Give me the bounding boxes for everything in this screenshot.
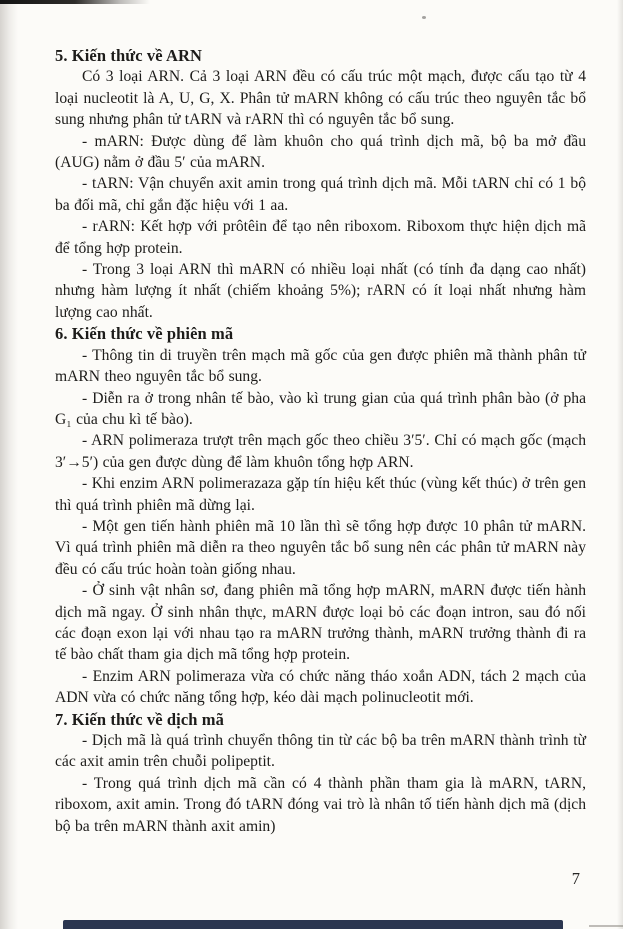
paragraph: - ARN polimeraza trượt trên mạch gốc theo chiều 3′5′. Chỉ có mạch gốc (mạch 3′→5′) của gen được dùng để làm khuôn tổng hợp ARN. xyxy=(55,432,586,471)
paragraph: - Thông tin di truyền trên mạch mã gốc của gen được phiên mã thành phân tử mARN theo nguyên tắc bổ sung. xyxy=(55,346,586,386)
paragraph: - Ở sinh vật nhân sơ, đang phiên mã tổng hợp mARN, mARN được tiến hành dịch mã ngay. Ở sinh nhân thực, mARN được loại bỏ các đoạn intron, sau đó nối các đoạn exon lại với nhau tạo ra mARN trưởng thành, mARN trưởng thành đi ra tế bào chất tham gia dịch mã tổng hợp protein. xyxy=(55,582,586,664)
paragraph: - Khi enzim ARN polimerazaza gặp tín hiệu kết thúc (vùng kết thúc) ở trên gen thì quá trình phiên mã dừng lại. xyxy=(55,475,586,514)
scan-speck xyxy=(422,16,426,19)
paragraph: - mARN: Được dùng để làm khuôn cho quá trình dịch mã, bộ ba mở đầu (AUG) nằm ở đầu 5′ của mARN. xyxy=(55,132,586,172)
paragraph: - Diễn ra ở trong nhân tế bào, vào kì trung gian của quá trình phân bào (ở pha G₁ của chu kì tế bào). xyxy=(55,389,586,428)
paragraph: - rARN: Kết hợp với prôtêin để tạo nên riboxom. Riboxom thực hiện dịch mã để tổng hợp protein. xyxy=(55,218,586,257)
book-edge-bar xyxy=(63,920,563,929)
paragraph: - Một gen tiến hành phiên mã 10 lần thì sẽ tổng hợp được 10 phân tử mARN. Vì quá trình phiên mã diễn ra theo nguyên tắc bổ sung nên các phân tử mARN này đều có cấu trúc hoàn toàn giống nhau. xyxy=(55,517,586,578)
scan-left-shadow xyxy=(0,0,18,929)
section-heading: 5. Kiến thức về ARN xyxy=(55,46,202,65)
scan-top-streak xyxy=(0,0,150,4)
content xyxy=(55,45,586,837)
paragraph: Có 3 loại ARN. Cả 3 loại ARN đều có cấu trúc một mạch, được cấu tạo từ 4 loại nucleotit là A, U, G, X. Phân tử mARN không có cấu trúc theo nguyên tắc bổ sung nhưng phân tử tARN và rARN thì có nguyên tắc bổ sung. xyxy=(55,68,586,129)
paragraph: - Enzim ARN polimeraza vừa có chức năng tháo xoắn ADN, tách 2 mạch của ADN vừa có chức năng tổng hợp, kéo dài mạch polinucleotit mới. xyxy=(55,667,586,707)
paragraph: - Trong quá trình dịch mã cần có 4 thành phần tham gia là mARN, tARN, riboxom, axit amin. Trong đó tARN đóng vai trò là nhân tố tiến hành dịch mã (dịch bộ ba trên mARN thành axit amin) xyxy=(55,774,586,835)
section-heading: 7. Kiến thức về dịch mã xyxy=(55,709,224,729)
scan-bottom-corner-line xyxy=(589,925,623,927)
paragraph: - Trong 3 loại ARN thì mARN có nhiều loại nhất (có tính đa dạng cao nhất) nhưng hàm lượng ít nhất (chiếm khoảng 5%); rARN có ít loại nhất nhưng hàm lượng cao nhất. xyxy=(55,261,586,321)
page-number: 7 xyxy=(571,869,580,888)
section-heading: 6. Kiến thức về phiên mã xyxy=(55,324,234,344)
scan-right-edge xyxy=(617,0,623,929)
paragraph: - Dịch mã là quá trình chuyển thông tin từ các bộ ba trên mARN thành trình từ các axit amin trên chuỗi polipeptit. xyxy=(55,732,586,771)
paragraph: - tARN: Vận chuyển axit amin trong quá trình dịch mã. Mỗi tARN chỉ có 1 bộ ba đối mã, chỉ gắn đặc hiệu với 1 aa. xyxy=(55,175,586,214)
